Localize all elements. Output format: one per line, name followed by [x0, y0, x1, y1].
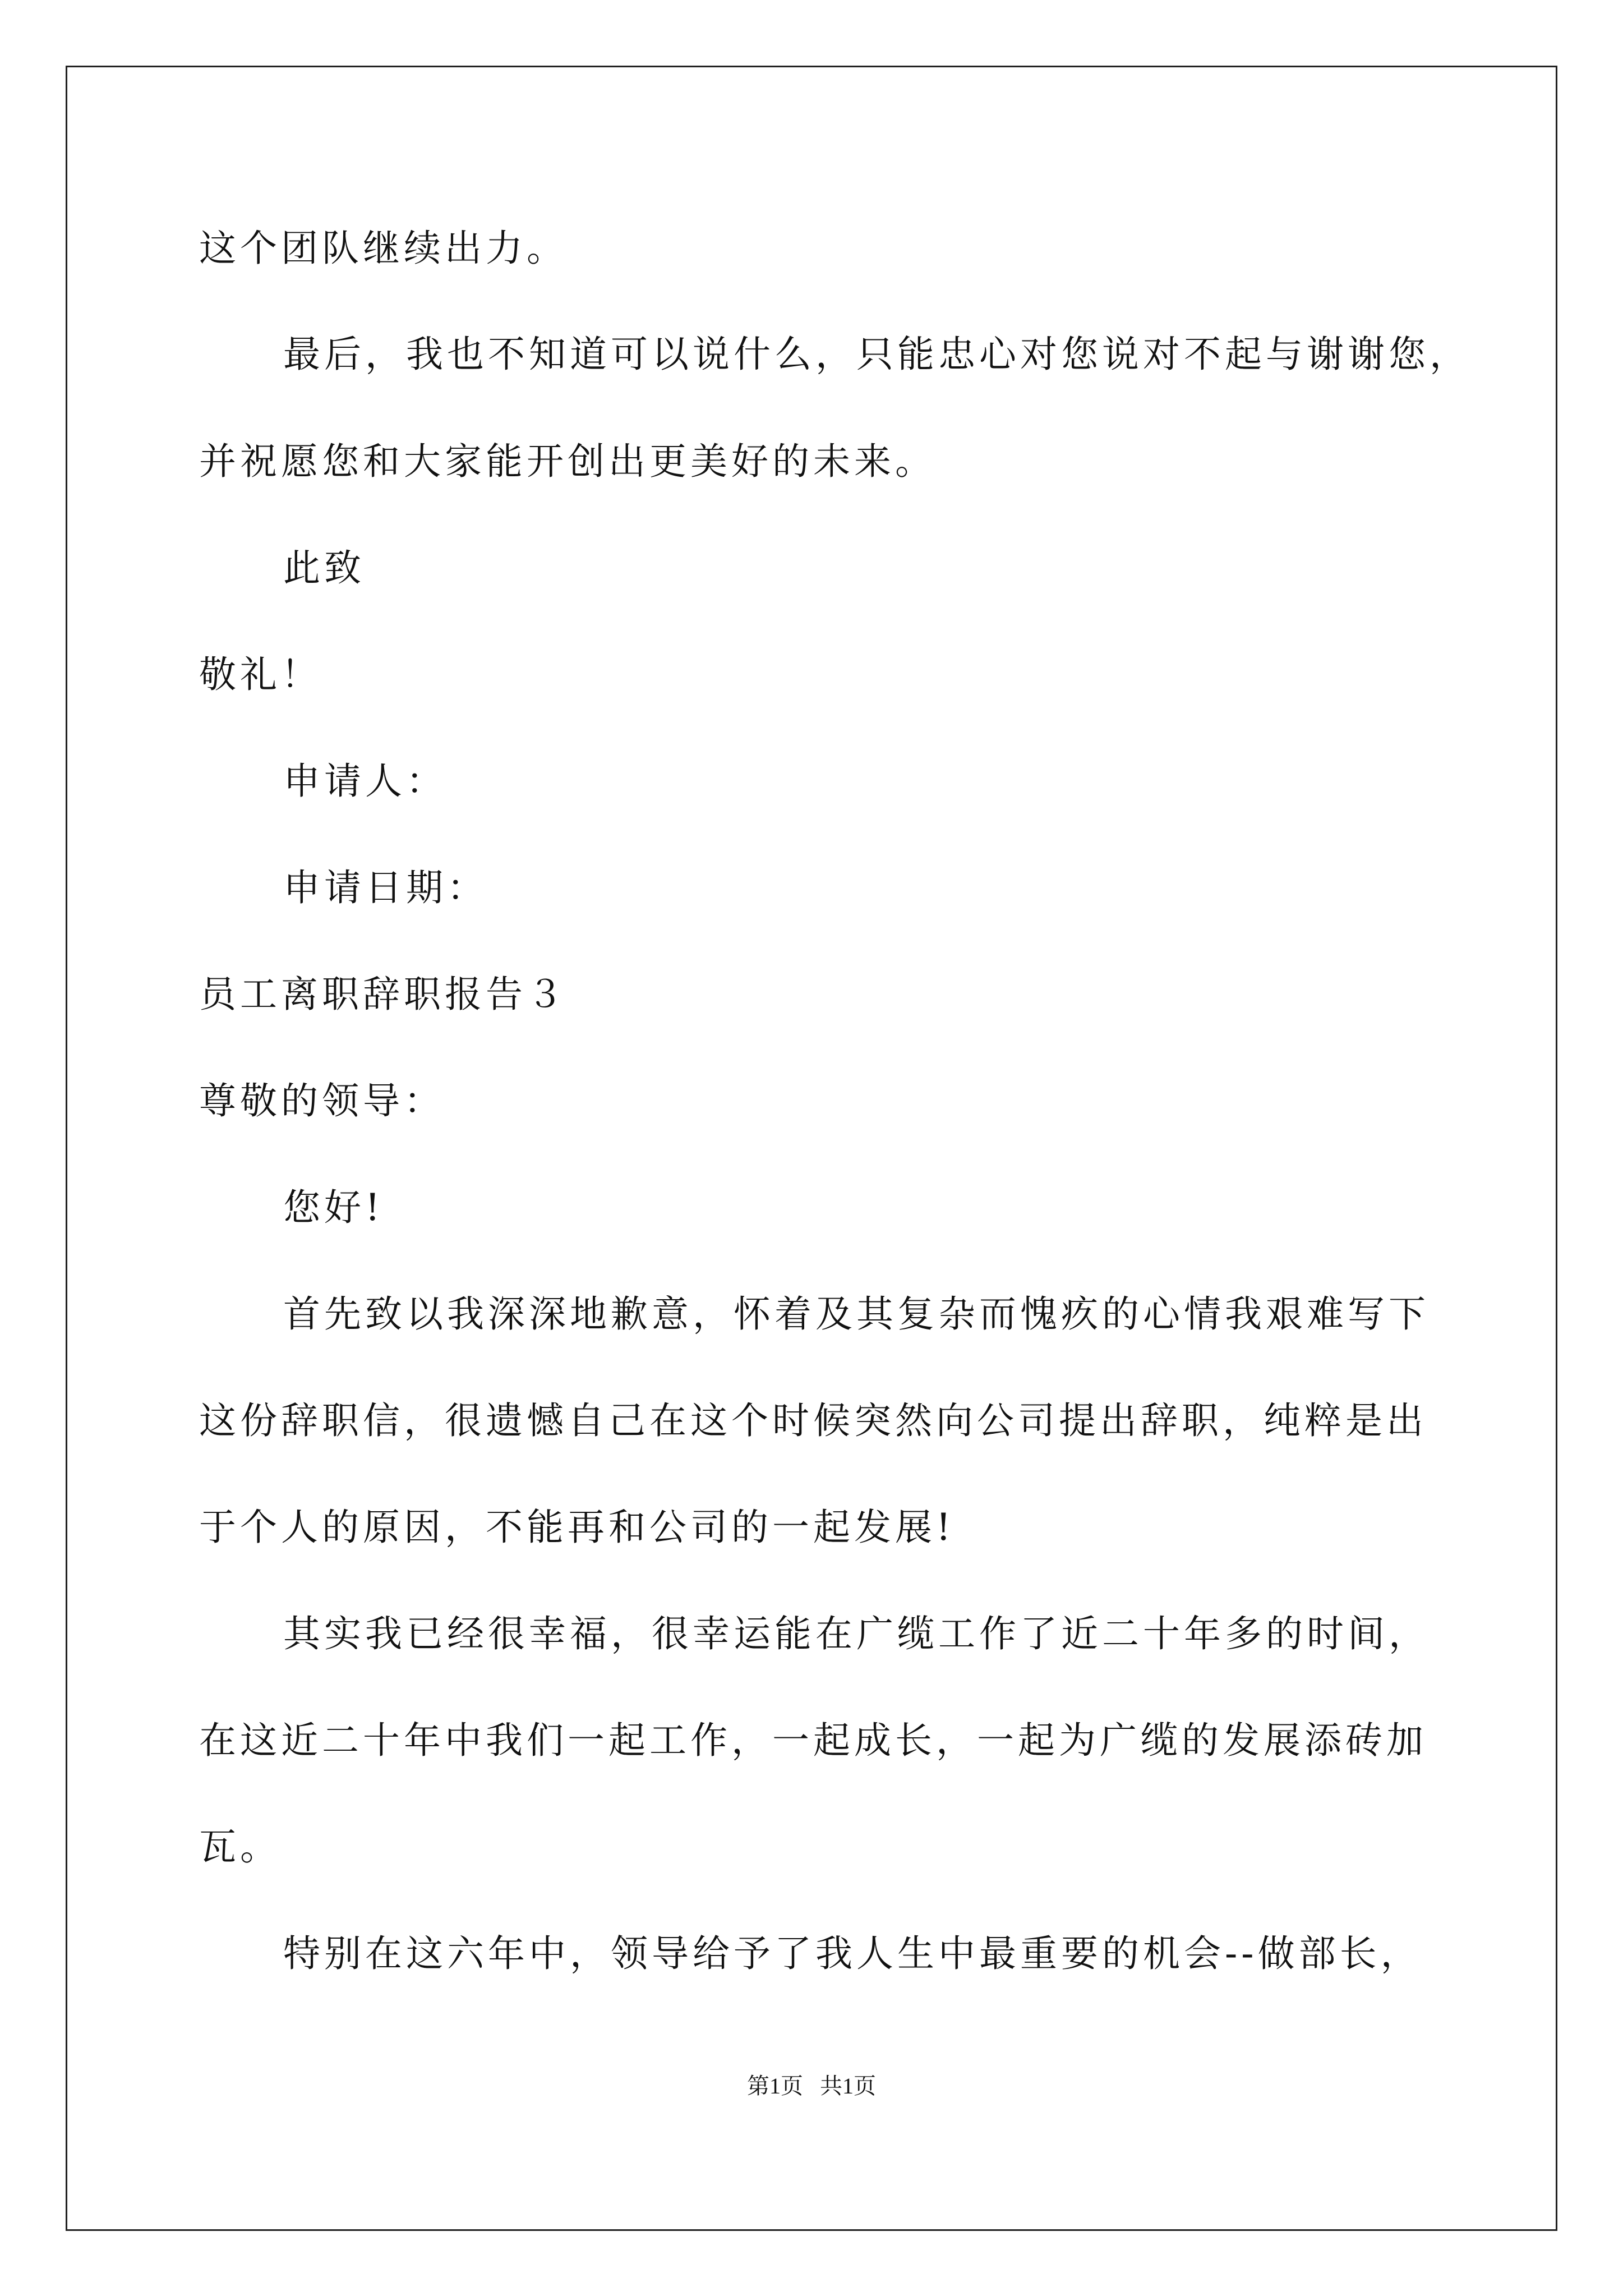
page-border — [66, 66, 1557, 2231]
date-label: 申请日期： — [283, 866, 488, 909]
text-line: 于个人的原因，不能再和公司的一起发展! — [199, 1506, 955, 1549]
text-line: 瓦。 — [199, 1825, 281, 1869]
closing-salutation: 敬礼！ — [199, 653, 322, 696]
text-line: 其实我已经很幸福，很幸运能在广缆工作了近二十年多的时间， — [283, 1612, 1430, 1655]
text-line: 最后，我也不知道可以说什么，只能忠心对您说对不起与谢谢您， — [283, 333, 1470, 376]
text-line: 这个团队继续出力。 — [199, 227, 568, 270]
applicant-label: 申请人： — [283, 760, 447, 803]
text-line: 并祝愿您和大家能开创出更美好的未来。 — [199, 440, 936, 483]
page-number-footer: 第1页 共1页 — [747, 2073, 876, 2099]
greeting: 尊敬的领导： — [199, 1079, 445, 1122]
text-line: 特别在这六年中，领导给予了我人生中最重要的机会--做部长， — [283, 1932, 1422, 1975]
text-line: 首先致以我深深地歉意，怀着及其复杂而愧疚的心情我艰难写下 — [283, 1292, 1430, 1336]
greeting-hello: 您好! — [283, 1186, 384, 1229]
text-line: 在这近二十年中我们一起工作，一起成长，一起为广缆的发展添砖加 — [199, 1719, 1427, 1762]
text-line: 这份辞职信，很遗憾自己在这个时候突然向公司提出辞职，纯粹是出 — [199, 1399, 1427, 1442]
section-title: 员工离职辞职报告３ — [199, 973, 568, 1016]
closing-phrase: 此致 — [283, 546, 365, 590]
